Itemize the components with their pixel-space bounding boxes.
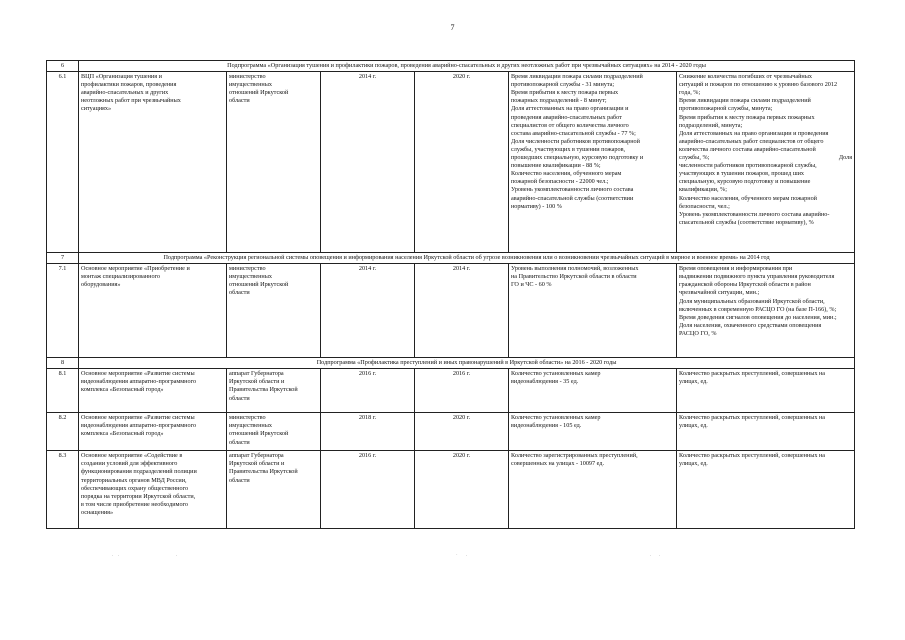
activity-name-line: видеонаблюдения аппаратно-программного	[81, 422, 197, 430]
expected-result-line: аварийно-спасательной службы (соответствии	[511, 194, 634, 202]
target-indicators-line	[679, 154, 852, 162]
executor-line: отношений Иркутской	[229, 281, 289, 289]
expected-result-line: нормативу) - 100 %	[511, 202, 562, 210]
end-year: 2016 г.	[415, 369, 509, 413]
executor	[227, 369, 321, 413]
executor-line: министерство	[229, 73, 266, 81]
expected-result-line: Количество установленных камер	[511, 370, 601, 378]
activity-name-line: Основное мероприятие «Содействие в	[81, 452, 183, 460]
target-indicators-line: спасательной службы (соответствие нормативу), %	[679, 218, 814, 226]
target-indicators-line: улицах, ед.	[679, 378, 708, 386]
expected-result	[509, 72, 677, 253]
executor-line: области	[229, 476, 250, 484]
executor	[227, 451, 321, 529]
target-indicators-line: Доля муниципальных образований Иркутской области,	[679, 297, 825, 305]
executor	[227, 264, 321, 358]
target-indicators	[677, 72, 855, 253]
activity-name-line: оснащения»	[81, 508, 114, 516]
target-indicators-line: улицах, ед.	[679, 422, 708, 430]
target-indicators-text: службы, %;	[679, 154, 710, 162]
target-indicators	[677, 264, 855, 358]
section-row	[47, 253, 855, 264]
expected-result-line: Количество зарегистрированных преступлений,	[511, 452, 638, 460]
target-indicators-line: выдвижении подвижного пункта управления руководителя	[679, 273, 835, 281]
target-indicators-line: чрезвычайной ситуации, мин.;	[679, 289, 760, 297]
table-row	[47, 264, 855, 358]
expected-result	[509, 451, 677, 529]
activity-name-line: создании условий для эффективного	[81, 460, 178, 468]
activity-name-line: комплекса «Безопасный город»	[81, 386, 164, 394]
table-body	[47, 61, 855, 529]
target-indicators	[677, 413, 855, 451]
executor-line: аппарат Губернатора	[229, 452, 284, 460]
table-row	[47, 451, 855, 529]
target-indicators-line: подразделений, минута;	[679, 121, 743, 129]
target-indicators	[677, 369, 855, 413]
executor-line: Иркутской области и	[229, 460, 285, 468]
target-indicators-line: Количество раскрытых преступлений, совершенных на	[679, 414, 826, 422]
section-title: Подпрограмма «Профилактика преступлений и иных правонарушений в Иркутской области» на 2016 - 2020 годы	[79, 358, 855, 369]
end-year: 2020 г.	[415, 72, 509, 253]
activity-name	[79, 369, 227, 413]
activity-name	[79, 413, 227, 451]
target-indicators-line: ситуаций и пожаров по отношению к уровню базового 2012	[679, 81, 838, 89]
target-indicators-line: Доля аттестованных на право организации и проведения	[679, 129, 829, 137]
target-indicators-line: противопожарной службы, минута;	[679, 105, 773, 113]
target-indicators-line: Количество раскрытых преступлений, совершенных на	[679, 370, 826, 378]
row-number: 7.1	[47, 264, 79, 358]
target-indicators-line: участвующих в тушении пожаров, прошед ших	[679, 170, 804, 178]
target-indicators-line: гражданской обороны Иркутской области в район	[679, 281, 811, 289]
table-row	[47, 72, 855, 253]
expected-result-line: Количество населения, обученного мерам	[511, 170, 622, 178]
section-number: 7	[47, 253, 79, 264]
row-number: 8.2	[47, 413, 79, 451]
executor-line: Правительства Иркутской	[229, 386, 298, 394]
activity-name-line: Основное мероприятие «Развитие системы	[81, 370, 195, 378]
expected-result-line: Доля численности работников противопожарной	[511, 137, 640, 145]
activity-name-line: монтаж специализированного	[81, 273, 161, 281]
executor-line: имущественных	[229, 273, 272, 281]
expected-result-line: на Правительство Иркутской области в области	[511, 273, 637, 281]
section-title: Подпрограмма «Организация тушения и профилактики пожаров, проведения аварийно-спасательных и других неотложных работ при чрезвычайных ситуациях» на 2014 - 2020 годы	[79, 61, 855, 72]
expected-result-line: видеонаблюдения - 105 ед.	[511, 422, 582, 430]
activity-name-line: порядка на территории Иркутской области,	[81, 492, 196, 500]
executor-line: имущественных	[229, 81, 272, 89]
expected-result-line: пожарной безопасности - 22000 чел.;	[511, 178, 609, 186]
page-number: 7	[450, 23, 455, 32]
target-indicators-line: Время доведения сигналов оповещения до населения, мин.;	[679, 313, 837, 321]
executor-line: области	[229, 394, 250, 402]
target-indicators-line: года, %;	[679, 89, 701, 97]
activity-name-line: обеспечивающих охрану общественного	[81, 484, 189, 492]
activity-name-line: профилактики пожаров, проведения	[81, 81, 177, 89]
target-indicators-line: улицах, ед.	[679, 460, 708, 468]
target-indicators-text: Доля	[838, 154, 853, 162]
table-row	[47, 369, 855, 413]
activity-name-line: ситуациях»	[81, 105, 112, 113]
start-year: 2014 г.	[321, 72, 415, 253]
table-row	[47, 413, 855, 451]
expected-result-line: противопожарной службы - 31 минута;	[511, 81, 615, 89]
start-year: 2016 г.	[321, 369, 415, 413]
expected-result-line: проведения аварийно-спасательных работ	[511, 113, 622, 121]
executor-line: отношений Иркутской	[229, 89, 289, 97]
expected-result-line: состава аварийно-спасательной службы - 77 %;	[511, 129, 636, 137]
expected-result-line: Время ликвидации пожара силами подразделений	[511, 73, 643, 81]
expected-result	[509, 413, 677, 451]
expected-result-line: специалистов от общего количества личного	[511, 121, 629, 129]
activity-name-line: аварийно-спасательных и других	[81, 89, 169, 97]
target-indicators-line: Время оповещения и информирования при	[679, 265, 793, 273]
expected-result-line: пожарных подразделений - 8 минут;	[511, 97, 607, 105]
target-indicators-line: включенных в современную РАСЦО ГО (на базе П-166), %;	[679, 305, 837, 313]
executor-line: аппарат Губернатора	[229, 370, 284, 378]
target-indicators-line: Доля населения, охваченного средствами оповещения	[679, 321, 822, 329]
executor-line: отношений Иркутской	[229, 430, 289, 438]
activity-name-line: территориальных органов МВД России,	[81, 476, 187, 484]
expected-result-line: видеонаблюдения - 35 ед.	[511, 378, 579, 386]
end-year: 2020 г.	[415, 413, 509, 451]
target-indicators	[677, 451, 855, 529]
expected-result-line: службы, участвующих в тушении пожаров,	[511, 145, 626, 153]
expected-result-line: Уровень выполнения полномочий, возложенных	[511, 265, 639, 273]
target-indicators-line: численности работников противопожарной службы,	[679, 162, 817, 170]
start-year: 2018 г.	[321, 413, 415, 451]
target-indicators-line: безопасности, чел.;	[679, 202, 730, 210]
activity-name	[79, 451, 227, 529]
start-year: 2016 г.	[321, 451, 415, 529]
start-year: 2014 г.	[321, 264, 415, 358]
section-row	[47, 61, 855, 72]
executor-line: области	[229, 438, 250, 446]
row-number: 8.3	[47, 451, 79, 529]
target-indicators-line: квалификации, %;	[679, 186, 727, 194]
target-indicators-line: Уровень укомплектованности личного состава аварийно-	[679, 210, 830, 218]
expected-result-line: Время прибытия к месту пожара первых	[511, 89, 619, 97]
activity-name-line: в том числе приобретение необходимого	[81, 500, 189, 508]
scan-marks: . . . · . . .	[112, 553, 661, 558]
activity-name-line: Основное мероприятие «Приобретение и	[81, 265, 190, 273]
executor-line: области	[229, 289, 250, 297]
expected-result	[509, 264, 677, 358]
section-title: Подпрограмма «Реконструкция региональной системы оповещения и информирования населения Иркутской области об угрозе возникновения или о возникновении чрезвычайных ситуаций в мирное и военное время» на 2014 год	[79, 253, 855, 264]
activity-name	[79, 264, 227, 358]
target-indicators-line: Количество раскрытых преступлений, совершенных на	[679, 452, 826, 460]
target-indicators-line: специальную, курсовую подготовку и повышение	[679, 178, 811, 186]
expected-result-line: совершенных на улицах - 10097 ед.	[511, 460, 605, 468]
expected-result-line: Уровень укомплектованности личного состава	[511, 186, 634, 194]
executor-line: области	[229, 97, 250, 105]
row-number: 8.1	[47, 369, 79, 413]
activity-name-line: оборудования»	[81, 281, 121, 289]
end-year: 2020 г.	[415, 451, 509, 529]
expected-result	[509, 369, 677, 413]
target-indicators-line: Снижение количества погибших от чрезвычайных	[679, 73, 812, 81]
target-indicators-line: РАСЦО ГО, %	[679, 329, 717, 337]
executor-line: Правительства Иркутской	[229, 468, 298, 476]
program-table	[46, 60, 855, 529]
executor	[227, 72, 321, 253]
target-indicators-line: Количество населения, обученного мерам пожарной	[679, 194, 817, 202]
section-row	[47, 358, 855, 369]
expected-result-line: повышение квалификации - 88 %;	[511, 162, 601, 170]
executor	[227, 413, 321, 451]
target-indicators-line: Время ликвидации пожара силами подразделений	[679, 97, 811, 105]
activity-name-line: неотложных работ при чрезвычайных	[81, 97, 181, 105]
activity-name-line: комплекса «Безопасный город»	[81, 430, 164, 438]
target-indicators-line: аварийно-спасательных работ специалистов от общего	[679, 137, 824, 145]
expected-result-line: Доля аттестованных на право организации и	[511, 105, 629, 113]
activity-name	[79, 72, 227, 253]
executor-line: министерство	[229, 414, 266, 422]
executor-line: министерство	[229, 265, 266, 273]
row-number: 6.1	[47, 72, 79, 253]
end-year: 2014 г.	[415, 264, 509, 358]
executor-line: Иркутской области и	[229, 378, 285, 386]
activity-name-line: видеонаблюдения аппаратно-программного	[81, 378, 197, 386]
section-number: 6	[47, 61, 79, 72]
activity-name-line: Основное мероприятие «Развитие системы	[81, 414, 195, 422]
activity-name-line: функционирования подразделений полиции	[81, 468, 197, 476]
expected-result-line: ГО и ЧС - 60 %	[511, 281, 552, 289]
executor-line: имущественных	[229, 422, 272, 430]
activity-name-line: ВЦП «Организация тушения и	[81, 73, 162, 81]
section-number: 8	[47, 358, 79, 369]
target-indicators-line: Время прибытия к месту пожара первых пожарных	[679, 113, 815, 121]
expected-result-line: Количество установленных камер	[511, 414, 601, 422]
target-indicators-line: количества личного состава аварийно-спасательной	[679, 145, 816, 153]
expected-result-line: прошедших специальную, курсовую подготовку и	[511, 154, 644, 162]
